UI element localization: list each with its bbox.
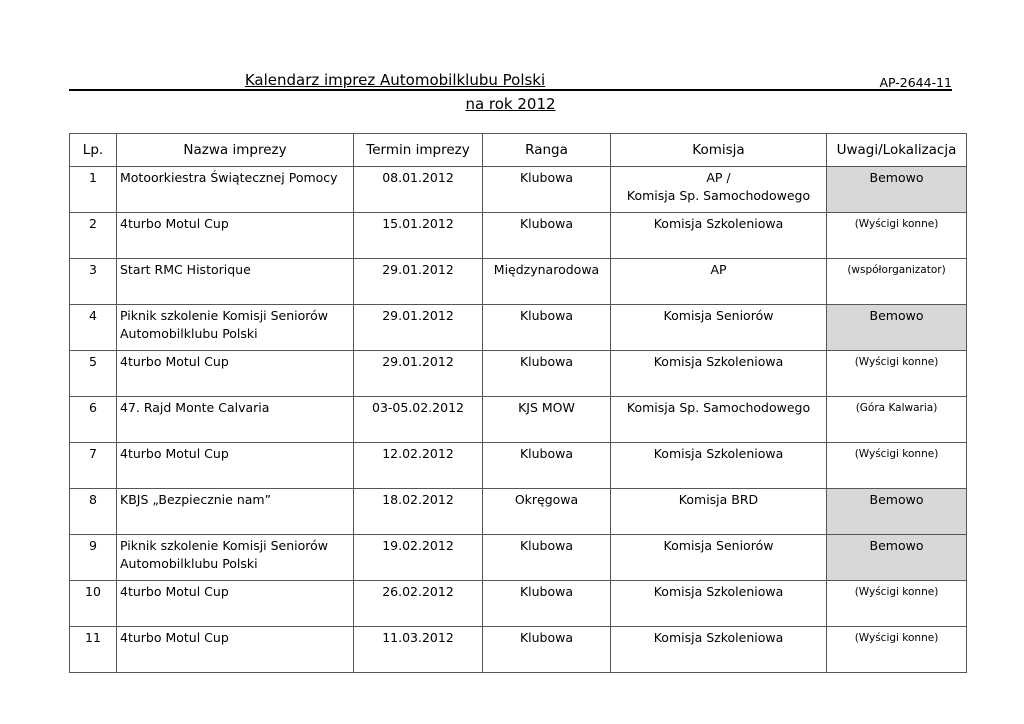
cell-rank: Międzynarodowa bbox=[483, 259, 611, 305]
table-row bbox=[70, 627, 967, 673]
cell-lp: 2 bbox=[70, 213, 117, 259]
cell-note: (współorganizator) bbox=[827, 259, 967, 305]
cell-commission-line: Komisja Seniorów bbox=[663, 538, 774, 553]
cell-note: (Góra Kalwaria) bbox=[827, 397, 967, 443]
title-rule bbox=[69, 89, 952, 91]
column-header-lp: Lp. bbox=[70, 134, 117, 167]
table-row bbox=[70, 581, 967, 627]
cell-name bbox=[117, 305, 354, 351]
cell-lp: 9 bbox=[70, 535, 117, 581]
cell-name bbox=[117, 443, 354, 489]
cell-commission bbox=[611, 213, 827, 259]
cell-date: 29.01.2012 bbox=[354, 259, 483, 305]
cell-note: (Wyścigi konne) bbox=[827, 627, 967, 673]
cell-commission-line: AP bbox=[710, 262, 727, 277]
cell-commission bbox=[611, 167, 827, 213]
events-table bbox=[69, 133, 967, 673]
cell-commission-line: Komisja Szkoleniowa bbox=[653, 354, 784, 369]
cell-name bbox=[117, 351, 354, 397]
cell-rank: Klubowa bbox=[483, 351, 611, 397]
table-row bbox=[70, 489, 967, 535]
cell-rank: Klubowa bbox=[483, 305, 611, 351]
cell-note: Bemowo bbox=[827, 305, 967, 351]
cell-commission bbox=[611, 259, 827, 305]
cell-note: Bemowo bbox=[827, 167, 967, 213]
document-code: AP-2644-11 bbox=[879, 75, 952, 90]
table-row bbox=[70, 167, 967, 213]
column-header-date: Termin imprezy bbox=[354, 134, 483, 167]
cell-name bbox=[117, 535, 354, 581]
cell-rank: Klubowa bbox=[483, 167, 611, 213]
cell-commission-line: Komisja Szkoleniowa bbox=[653, 630, 784, 645]
cell-date: 19.02.2012 bbox=[354, 535, 483, 581]
cell-name bbox=[117, 581, 354, 627]
cell-commission-line: Komisja Seniorów bbox=[663, 308, 774, 323]
cell-name bbox=[117, 627, 354, 673]
cell-rank: KJS MOW bbox=[483, 397, 611, 443]
column-header-rank: Ranga bbox=[483, 134, 611, 167]
cell-rank: Klubowa bbox=[483, 627, 611, 673]
cell-commission-line: Komisja Szkoleniowa bbox=[653, 216, 784, 231]
cell-commission bbox=[611, 397, 827, 443]
cell-commission bbox=[611, 351, 827, 397]
table-row bbox=[70, 259, 967, 305]
cell-lp: 8 bbox=[70, 489, 117, 535]
cell-lp: 1 bbox=[70, 167, 117, 213]
cell-name-line: 4turbo Motul Cup bbox=[120, 354, 229, 369]
cell-rank: Klubowa bbox=[483, 213, 611, 259]
cell-lp: 3 bbox=[70, 259, 117, 305]
cell-commission-line: Komisja BRD bbox=[678, 492, 759, 507]
cell-name-line: Motoorkiestra Świątecznej Pomocy bbox=[120, 170, 338, 185]
cell-lp: 10 bbox=[70, 581, 117, 627]
cell-name-line: 4turbo Motul Cup bbox=[120, 446, 229, 461]
cell-name-line: Automobilklubu Polski bbox=[120, 556, 258, 571]
cell-commission bbox=[611, 581, 827, 627]
table-row bbox=[70, 535, 967, 581]
cell-name-line: Start RMC Historique bbox=[120, 262, 251, 277]
cell-name bbox=[117, 167, 354, 213]
cell-lp: 11 bbox=[70, 627, 117, 673]
cell-commission-line: Komisja Sp. Samochodowego bbox=[626, 188, 811, 203]
cell-name-line: Piknik szkolenie Komisji Seniorów bbox=[120, 308, 329, 323]
table-row bbox=[70, 305, 967, 351]
cell-note: Bemowo bbox=[827, 535, 967, 581]
cell-rank: Okręgowa bbox=[483, 489, 611, 535]
cell-commission bbox=[611, 489, 827, 535]
table-header-row bbox=[70, 134, 967, 167]
cell-date: 03-05.02.2012 bbox=[354, 397, 483, 443]
cell-commission-line: Komisja Szkoleniowa bbox=[653, 446, 784, 461]
cell-lp: 4 bbox=[70, 305, 117, 351]
cell-date: 08.01.2012 bbox=[354, 167, 483, 213]
cell-note: (Wyścigi konne) bbox=[827, 351, 967, 397]
cell-name-line: 4turbo Motul Cup bbox=[120, 216, 229, 231]
cell-commission bbox=[611, 305, 827, 351]
cell-rank: Klubowa bbox=[483, 581, 611, 627]
cell-rank: Klubowa bbox=[483, 535, 611, 581]
column-header-notes: Uwagi/Lokalizacja bbox=[827, 134, 967, 167]
cell-name bbox=[117, 259, 354, 305]
cell-note: (Wyścigi konne) bbox=[827, 581, 967, 627]
cell-date: 29.01.2012 bbox=[354, 351, 483, 397]
cell-lp: 6 bbox=[70, 397, 117, 443]
cell-commission-line: Komisja Sp. Samochodowego bbox=[626, 400, 811, 415]
cell-commission bbox=[611, 535, 827, 581]
table-body bbox=[70, 167, 967, 673]
cell-date: 29.01.2012 bbox=[354, 305, 483, 351]
cell-name bbox=[117, 489, 354, 535]
table-row bbox=[70, 397, 967, 443]
cell-name-line: 4turbo Motul Cup bbox=[120, 630, 229, 645]
cell-lp: 7 bbox=[70, 443, 117, 489]
document-title: Kalendarz imprez Automobilklubu Polski bbox=[244, 71, 546, 89]
cell-name bbox=[117, 213, 354, 259]
cell-name-line: 47. Rajd Monte Calvaria bbox=[120, 400, 270, 415]
column-header-name: Nazwa imprezy bbox=[117, 134, 354, 167]
cell-name-line: Automobilklubu Polski bbox=[120, 326, 258, 341]
cell-note: (Wyścigi konne) bbox=[827, 443, 967, 489]
table-row bbox=[70, 443, 967, 489]
cell-commission bbox=[611, 443, 827, 489]
cell-commission bbox=[611, 627, 827, 673]
column-header-commission: Komisja bbox=[611, 134, 827, 167]
cell-rank: Klubowa bbox=[483, 443, 611, 489]
cell-date: 18.02.2012 bbox=[354, 489, 483, 535]
cell-commission-line: AP / bbox=[706, 170, 731, 185]
cell-name-line: Piknik szkolenie Komisji Seniorów bbox=[120, 538, 329, 553]
cell-name bbox=[117, 397, 354, 443]
cell-lp: 5 bbox=[70, 351, 117, 397]
cell-note: Bemowo bbox=[827, 489, 967, 535]
cell-commission-line: Komisja Szkoleniowa bbox=[653, 584, 784, 599]
cell-name-line: KBJS „Bezpiecznie nam” bbox=[120, 492, 272, 507]
cell-date: 26.02.2012 bbox=[354, 581, 483, 627]
table-row bbox=[70, 213, 967, 259]
cell-note: (Wyścigi konne) bbox=[827, 213, 967, 259]
table-row bbox=[70, 351, 967, 397]
cell-date: 11.03.2012 bbox=[354, 627, 483, 673]
cell-date: 12.02.2012 bbox=[354, 443, 483, 489]
document-subtitle: na rok 2012 bbox=[465, 95, 556, 113]
cell-name-line: 4turbo Motul Cup bbox=[120, 584, 229, 599]
cell-date: 15.01.2012 bbox=[354, 213, 483, 259]
